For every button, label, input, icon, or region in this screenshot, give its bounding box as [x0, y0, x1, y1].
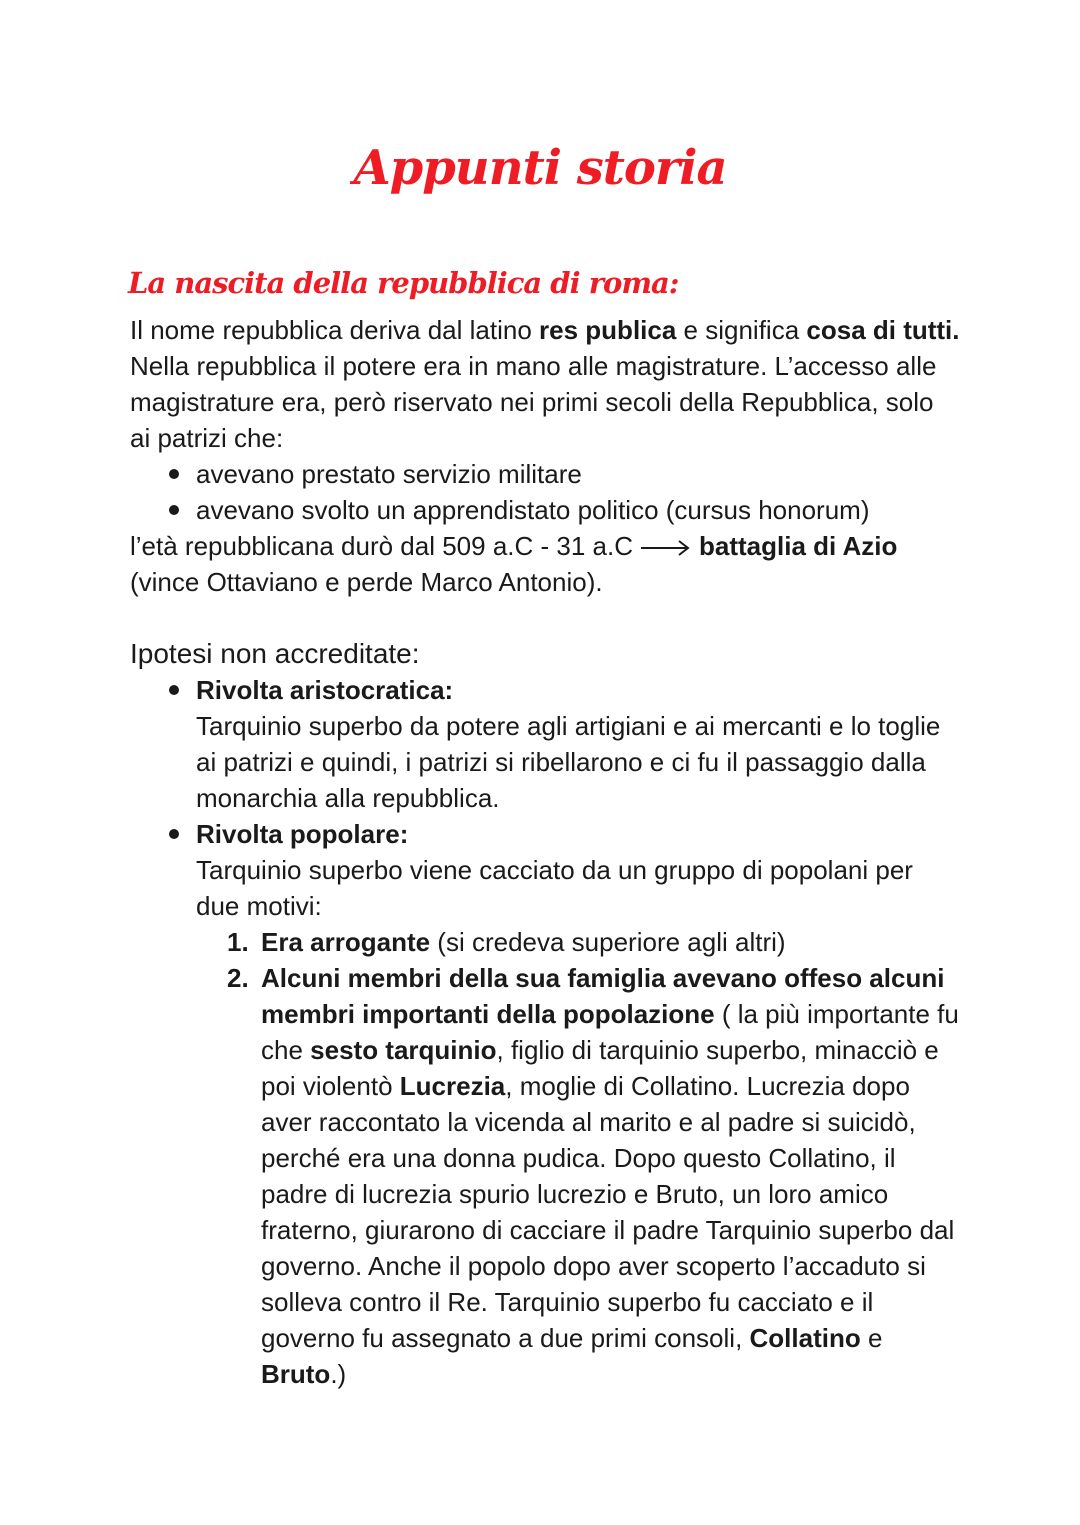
section-heading: La nascita della repubblica di roma:	[128, 266, 679, 300]
reason-text: , figlio di tarquinio superbo, minacciò e poi violentò	[261, 1035, 939, 1101]
hypotheses-heading: Ipotesi non accreditate:	[130, 638, 420, 669]
document-body	[130, 312, 960, 1392]
reason-text: (si credeva superiore agli altri)	[430, 927, 786, 957]
reason-text: , moglie di Collatino. Lucrezia dopo aver raccontato la vicenda al marito e al padre si suicidò, perché era una donna pudica. Dopo questo Collatino, il padre di lucrezia spurio lucrezio e Bruto, un loro amico fraterno, giurarono di cacciare il padre Tarquinio superbo dal governo. Anche il popolo dopo aver scoperto l’accaduto si solleva contro il Re. Tarquinio superbo fu cacciato e il governo fu assegnato a due primi consoli,	[261, 1071, 955, 1353]
list-number: 1.	[227, 927, 249, 957]
intro-paragraph	[130, 312, 960, 456]
reason-title: Alcuni membri della sua famiglia avevano offeso alcuni membri importanti della popolazione	[261, 963, 945, 1029]
term-cosa-di-tutti: cosa di tutti.	[806, 315, 960, 345]
list-number: 2.	[227, 963, 249, 993]
hypothesis-title: Rivolta popolare:	[196, 819, 409, 849]
name-collatino: Collatino	[749, 1323, 861, 1353]
dates-text: l’età repubblicana durò dal 509 a.C - 31 a.C	[130, 531, 633, 561]
reason-text: ( la più importante fu che	[261, 999, 959, 1065]
hypothesis-text: Tarquinio superbo da potere agli artigiani e ai mercanti e lo toglie ai patrizi e quindi, i patrizi si ribellarono e ci fu il passaggio dalla monarchia alla repubblica.	[196, 711, 941, 813]
reason-item	[130, 960, 960, 1392]
dates-note: (vince Ottaviano e perde Marco Antonio).	[130, 567, 603, 597]
name-lucrezia: Lucrezia	[399, 1071, 506, 1101]
dates-line	[130, 528, 960, 564]
page-title: Appunti storia	[353, 140, 727, 196]
hypothesis-text: Tarquinio superbo viene cacciato da un gruppo di popolani per due motivi:	[196, 855, 913, 921]
reason-title: Era arrogante	[261, 927, 431, 957]
term-battaglia-di-azio: battaglia di Azio	[699, 531, 898, 561]
requirements-list	[130, 456, 960, 528]
reason-item	[130, 924, 960, 960]
term-res-publica: res publica	[539, 315, 677, 345]
intro-text-part: Il nome repubblica deriva dal latino	[130, 315, 540, 345]
spacer	[130, 600, 960, 636]
intro-text-part: e significa	[676, 315, 807, 345]
name-bruto: Bruto	[261, 1359, 331, 1389]
hypotheses-list	[130, 672, 960, 924]
list-item: avevano svolto un apprendistato politico (cursus honorum)	[130, 492, 960, 528]
intro-text-part: Nella repubblica il potere era in mano alle magistrature. L’accesso alle magistrature era, però riservato nei primi secoli della Repubblica, solo ai patrizi che:	[130, 351, 937, 453]
reasons-list	[130, 924, 960, 1392]
reason-text: .)	[330, 1359, 347, 1389]
list-item: avevano prestato servizio militare	[130, 456, 960, 492]
reason-text: e	[860, 1323, 883, 1353]
hypothesis-item	[130, 672, 960, 816]
name-sesto-tarquinio: sesto tarquinio	[310, 1035, 497, 1065]
hypothesis-item	[130, 816, 960, 924]
long-right-arrow-icon	[639, 538, 691, 558]
hypothesis-title: Rivolta aristocratica:	[196, 675, 454, 705]
